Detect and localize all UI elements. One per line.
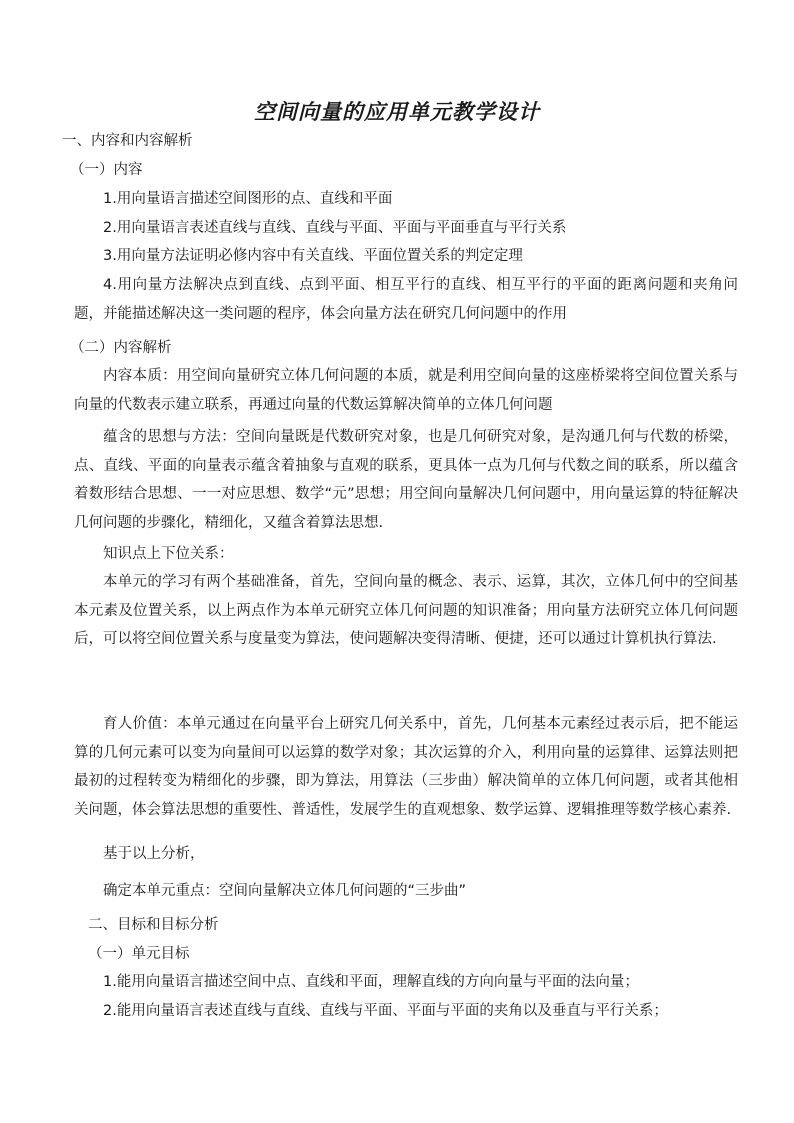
subsection-heading-analysis: （二）内容解析: [70, 340, 172, 356]
subsection-heading-content: （一）内容: [70, 162, 143, 178]
document-title: 空间向量的应用单元教学设计: [254, 100, 540, 124]
goal-item-1: 1.能用向量语言描述空间中点、直线和平面，理解直线的方向向量与平面的法向量；: [103, 974, 639, 990]
content-item-1: 1.用向量语言描述空间图形的点、直线和平面: [103, 191, 393, 207]
subsection-heading-unit-goals: （一）单元目标: [88, 946, 190, 962]
paragraph-thought-method: 蕴含的思想与方法：空间向量既是代数研究对象，也是几何研究对象，是沟通几何与代数的桥梁，点、直线、平面的向量表示蕴含着抽象与直观的联系，更具体一点为几何与代数之间的联系，所以蕴含着数形结合思想、一一对应思想、数学“元”思想；用空间向量解决几何问题中，用向量运算的特征解决几何问题的步骤化，精细化，又蕴含着算法思想.: [74, 429, 738, 531]
section-heading-content: 一、内容和内容解析: [62, 133, 193, 149]
paragraph-unit-key-point: 确定本单元重点：空间向量解决立体几何问题的“三步曲”: [103, 883, 467, 899]
paragraph-knowledge-relation: 知识点上下位关系：: [103, 546, 234, 562]
content-item-2: 2.用向量语言表述直线与直线、直线与平面、平面与平面垂直与平行关系: [103, 220, 567, 236]
goal-item-2: 2.能用向量语言表述直线与直线、直线与平面、平面与平面的夹角以及垂直与平行关系；: [103, 1003, 668, 1019]
paragraph-based-on-analysis: 基于以上分析，: [103, 846, 205, 862]
paragraph-essence: 内容本质：用空间向量研究立体几何问题的本质，就是利用空间向量的这座桥梁将空间位置关系与向量的代数表示建立联系，再通过向量的代数运算解决简单的立体几何问题: [74, 368, 738, 413]
paragraph-educational-value: 育人价值：本单元通过在向量平台上研究几何关系中，首先，几何基本元素经过表示后，把不能运算的几何元素可以变为向量间可以运算的数学对象；其次运算的介入，利用向量的运算律、运算法则把最初的过程转变为精细化的步骤，即为算法，用算法（三步曲）解决简单的立体几何问题，或者其他相关问题，体会算法思想的重要性、普适性，发展学生的直观想象、数学运算、逻辑推理等数学核心素养.: [74, 716, 738, 818]
content-item-4: 4.用向量方法解决点到直线、点到平面、相互平行的直线、相互平行的平面的距离问题和夹角问题，并能描述解决这一类问题的程序，体会向量方法在研究几何问题中的作用: [74, 277, 738, 322]
content-item-3: 3.用向量方法证明必修内容中有关直线、平面位置关系的判定定理: [103, 248, 523, 264]
section-heading-objectives: 二、目标和目标分析: [88, 917, 219, 933]
paragraph-unit-foundation: 本单元的学习有两个基础准备，首先，空间向量的概念、表示、运算，其次，立体几何中的空间基本元素及位置关系，以上两点作为本单元研究立体几何问题的知识准备；用向量方法研究立体几何问题后，可以将空间位置关系与度量变为算法，使问题解决变得清晰、便捷，还可以通过计算机执行算法.: [74, 574, 738, 647]
